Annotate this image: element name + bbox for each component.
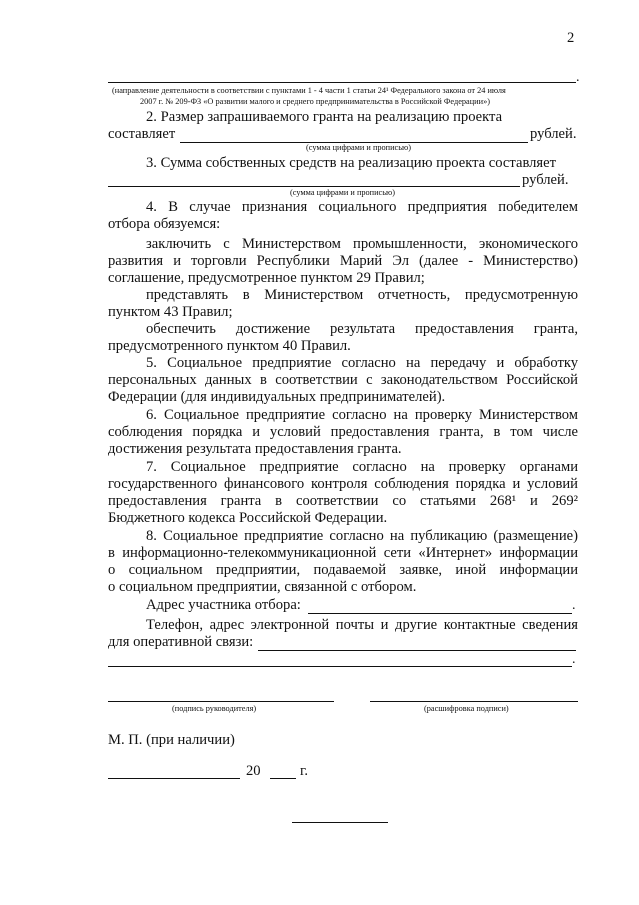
consent-ministry-check-line2: соблюдения порядка и условий предоставления гранта, в том числе — [108, 424, 578, 440]
date-day-month-field[interactable] — [108, 778, 240, 779]
contacts-label-line2: для оперативной связи: — [108, 634, 254, 650]
end-separator-line — [292, 822, 388, 823]
consent-personal-data-line1: 5. Социальное предприятие согласно на передачу и обработку — [146, 355, 578, 371]
signature-caption: (подпись руководителя) — [172, 704, 257, 713]
date-year-field[interactable] — [270, 778, 296, 779]
contacts-field-line2[interactable] — [108, 666, 572, 667]
grant-size-prefix: составляет — [108, 126, 176, 142]
obligation-c-line2: предусмотренного пунктом 40 Правил. — [108, 338, 351, 354]
obligation-a-line2: развития и торговли Республики Марий Эл (далее - Министерство) — [108, 253, 578, 269]
own-funds-suffix: рублей. — [522, 172, 569, 188]
stamp-label: М. П. (при наличии) — [108, 732, 235, 748]
consent-personal-data-line3: Федерации (для индивидуальных предпринимателей). — [108, 389, 446, 405]
signature-decoding-field[interactable] — [370, 701, 578, 702]
address-field[interactable] — [308, 613, 572, 614]
obligation-a-line1: заключить с Министерством промышленности, экономического — [146, 236, 578, 252]
address-period: . — [572, 598, 576, 613]
consent-publication-line1: 8. Социальное предприятие согласно на публикацию (размещение) — [146, 528, 578, 544]
signature-decoding-caption: (расшифровка подписи) — [424, 704, 509, 713]
page-number: 2 — [567, 30, 575, 46]
consent-financial-control-line2: государственного финансового контроля соблюдения порядка и условий — [108, 476, 578, 492]
grant-size-text: 2. Размер запрашиваемого гранта на реализацию проекта — [146, 109, 503, 125]
obligation-b-line2: пунктом 43 Правил; — [108, 304, 233, 320]
grant-amount-caption: (сумма цифрами и прописью) — [306, 143, 411, 152]
header-caption-line2: 2007 г. № 209-ФЗ «О развитии малого и среднего предпринимательства в Российской Федерации») — [140, 97, 490, 106]
consent-ministry-check-line1: 6. Социальное предприятие согласно на проверку Министерством — [146, 407, 578, 423]
date-year-suffix: г. — [300, 763, 308, 779]
own-funds-caption: (сумма цифрами и прописью) — [290, 188, 395, 197]
consent-publication-line2: в информационно-телекоммуникационной сети «Интернет» информации — [108, 545, 578, 561]
consent-publication-line3: о социальном предприятии, подаваемой заявке, иной информации — [108, 562, 578, 578]
consent-personal-data-line2: персональных данных в соответствии с законодательством Российской — [108, 372, 578, 388]
own-funds-text: 3. Сумма собственных средств на реализацию проекта составляет — [146, 155, 556, 171]
period-mark: . — [576, 70, 580, 85]
grant-size-suffix: рублей. — [530, 126, 577, 142]
contacts-period: . — [572, 652, 576, 667]
consent-financial-control-line1: 7. Социальное предприятие согласно на проверку органами — [146, 459, 578, 475]
signature-field[interactable] — [108, 701, 334, 702]
contacts-field-line1[interactable] — [258, 650, 576, 651]
obligations-intro-line2: отбора обязуемся: — [108, 216, 221, 232]
obligation-b-line1: представлять в Министерством отчетность, предусмотренную — [146, 287, 578, 303]
consent-ministry-check-line3: достижения результата предоставления гранта. — [108, 441, 402, 457]
obligation-a-line3: соглашение, предусмотренное пунктом 29 Правил; — [108, 270, 425, 286]
consent-financial-control-line4: Бюджетного кодекса Российской Федерации. — [108, 510, 388, 526]
own-funds-field[interactable] — [108, 186, 520, 187]
consent-publication-line4: о социальном предприятии, связанной с отбором. — [108, 579, 417, 595]
date-year-prefix: 20 — [246, 763, 261, 779]
consent-financial-control-line3: предоставления гранта в соответствии со статьями 268¹ и 269² — [108, 493, 578, 509]
activity-direction-line — [108, 82, 576, 83]
header-caption-line1: (направление деятельности в соответствии с пунктами 1 - 4 части 1 статьи 24¹ Федерального закона от 24 июля — [112, 86, 506, 95]
address-label: Адрес участника отбора: — [146, 597, 301, 613]
obligation-c-line1: обеспечить достижение результата предоставления гранта, — [146, 321, 578, 337]
obligations-intro-line1: 4. В случае признания социального предприятия победителем — [146, 199, 578, 215]
contacts-label-line1: Телефон, адрес электронной почты и другие контактные сведения — [146, 617, 578, 633]
